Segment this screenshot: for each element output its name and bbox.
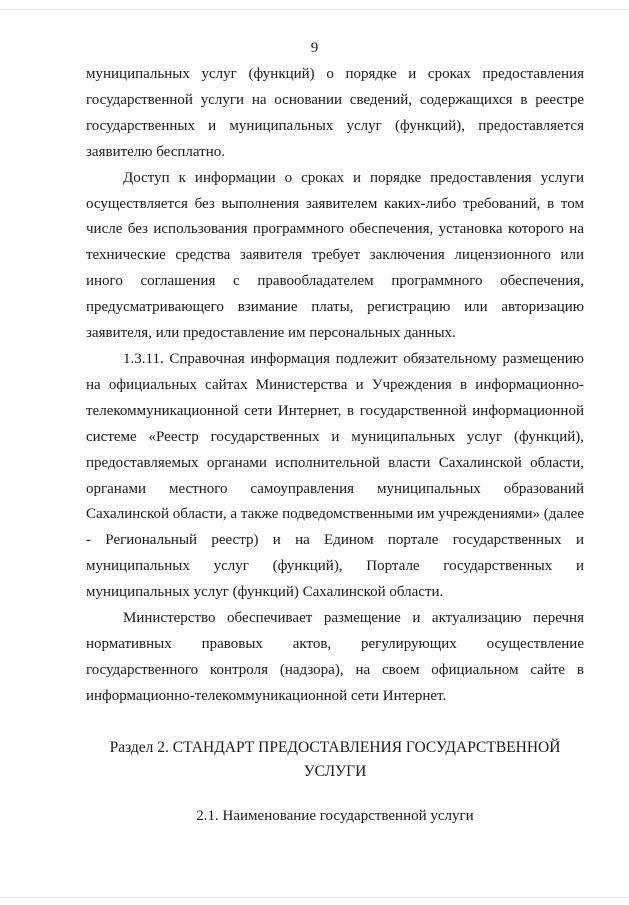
subsection-heading: 2.1. Наименование государственной услуги — [196, 808, 474, 824]
paragraph-access-info: Доступ к информации о сроках и порядке предоставления услуги осуществляется без выполнения заявителем каких-либо требований, в том числе без использования программного обеспечения, установка которого на технические средства заявителя требует заключения лицензионного или иного соглашения с правообладателем программного обеспечения, предусматривающего взимание платы, регистрацию или авторизацию заявителя, или предоставление им персональных данных. — [86, 169, 584, 342]
paragraph-continuation: муниципальных услуг (функций) о порядке и сроках предоставления государственной услуги на основании сведений, содержащихся в реестре государственных и муниципальных услуг (функций), предоставляется заявителю бесплатно. — [86, 66, 584, 160]
paragraph-1-3-11: 1.3.11. Справочная информация подлежит обязательному размещению на официальных сайтах Министерства и Учреждения в информационно-телекоммуникационной сети Интернет, в государственной информационной системе «Реестр государственных и муниципальных услуг (функций), предоставляемых органами исполнительной власти Сахалинской области, органами местного самоуправления муниципальных образований Сахалинской области, а также подведомственными им учреждениями» (далее - Региональный реестр) и на Едином портале государственных и муниципальных услуг (функций), Портале государственных и муниципальных услуг (функций) Сахалинской области. — [86, 350, 584, 601]
scan-artifact-line — [0, 9, 629, 10]
scan-artifact-line — [0, 897, 629, 898]
body-text — [86, 62, 584, 710]
page-number: 9 — [310, 40, 319, 56]
paragraph-ministry: Министерство обеспечивает размещение и актуализацию перечня нормативных правовых актов, регулирующих осуществление государственного контроля (надзора), на своем официальном сайте в информационно-телекоммуникационной сети Интернет. — [86, 610, 584, 704]
section-heading: Раздел 2. СТАНДАРТ ПРЕДОСТАВЛЕНИЯ ГОСУДАРСТВЕННОЙ УСЛУГИ — [109, 739, 561, 780]
